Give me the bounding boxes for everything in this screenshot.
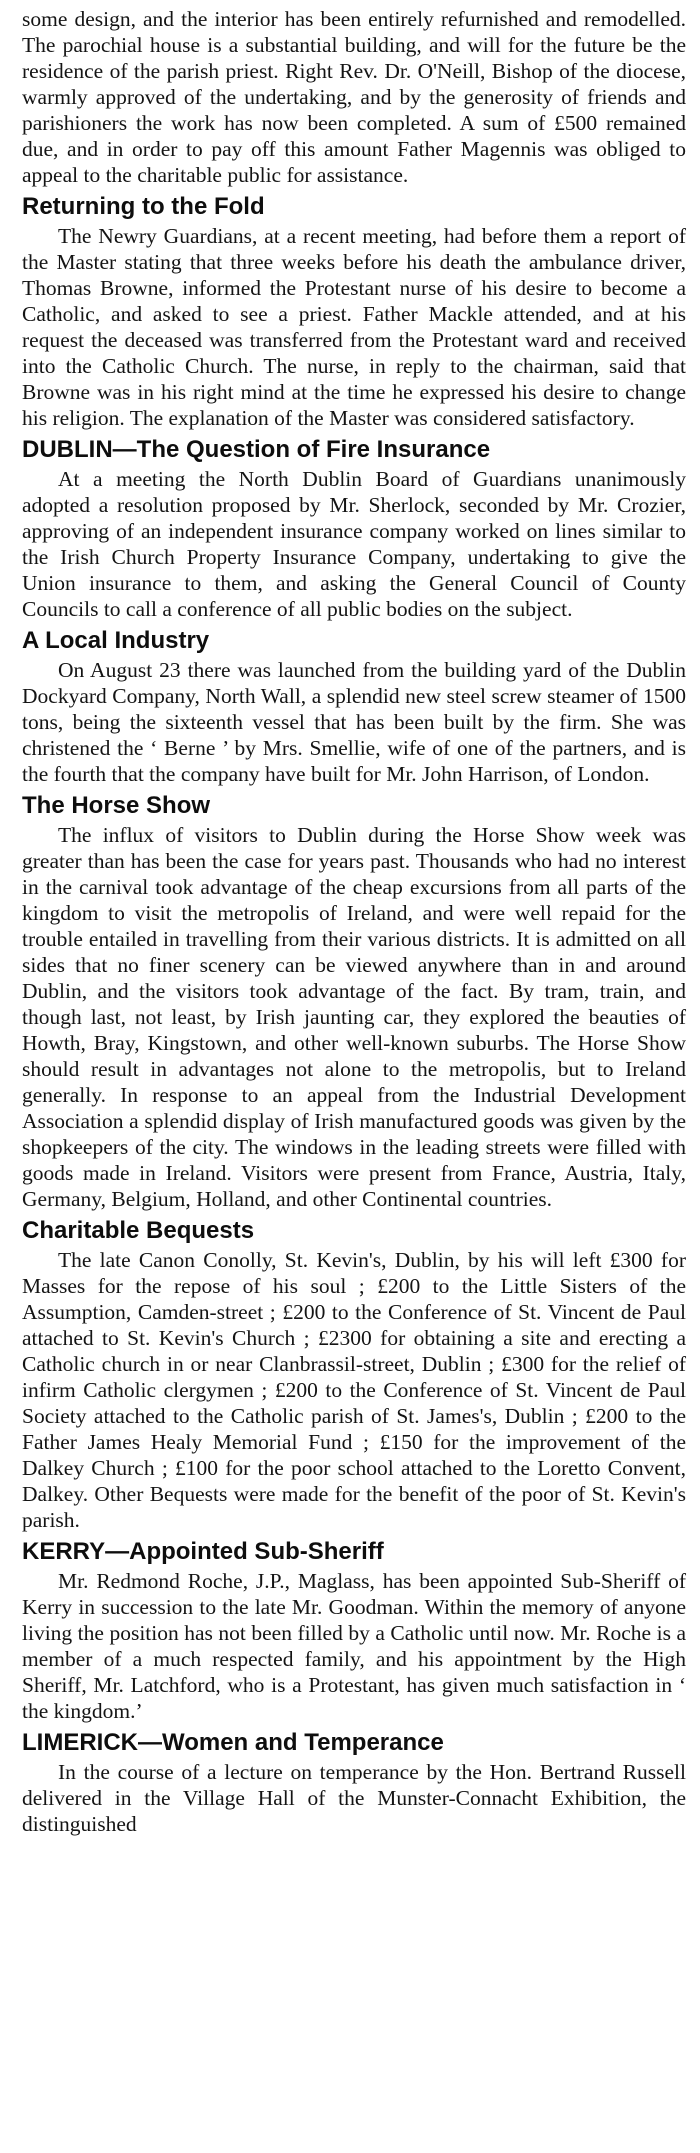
section-dublin-fire-insurance	[22, 435, 686, 622]
section-heading: KERRY—Appointed Sub-Sheriff	[22, 1538, 384, 1565]
section-heading: LIMERICK—Women and Temperance	[22, 1729, 444, 1756]
section-returning-to-the-fold	[22, 192, 686, 431]
section-paragraph: At a meeting the North Dublin Board of Guardians unanimously adopted a resolution proposed by Mr. Sherlock, seconded by Mr. Crozier, approving of an independent insurance company worked on lines similar to the Irish Church Property Insurance Company, undertaking to give the Union insurance to them, and asking the General Council of County Councils to call a conference of all public bodies on the subject.	[22, 467, 686, 621]
section-paragraph: Mr. Redmond Roche, J.P., Maglass, has been appointed Sub-Sheriff of Kerry in succession to the late Mr. Goodman. Within the memory of anyone living the position has not been filled by a Catholic until now. Mr. Roche is a member of a much respected family, and his appointment by the High Sheriff, Mr. Latchford, who is a Protestant, has given much satisfaction in ‘ the kingdom.’	[22, 1569, 686, 1723]
section-paragraph: On August 23 there was launched from the building yard of the Dublin Dockyard Company, North Wall, a splendid new steel screw steamer of 1500 tons, being the sixteenth vessel that has been built by the firm. She was christened the ‘ Berne ’ by Mrs. Smellie, wife of one of the partners, and is the fourth that the company have built for Mr. John Harrison, of London.	[22, 658, 686, 786]
section-heading: Charitable Bequests	[22, 1217, 255, 1244]
section-heading: The Horse Show	[22, 792, 211, 819]
section-heading: DUBLIN—The Question of Fire Insurance	[22, 436, 491, 463]
section-paragraph: The Newry Guardians, at a recent meeting, had before them a report of the Master stating that three weeks before his death the ambulance driver, Thomas Browne, informed the Protestant nurse of his desire to become a Catholic, and asked to see a priest. Father Mackle attended, and at his request the deceased was transferred from the Protestant ward and received into the Catholic Church. The nurse, in reply to the chairman, said that Browne was in his right mind at the time he expressed his desire to change his religion. The explanation of the Master was considered satisfactory.	[22, 224, 686, 430]
intro-paragraph: some design, and the interior has been entirely refurnished and remodelled. The parochial house is a substantial building, and will for the future be the residence of the parish priest. Right Rev. Dr. O'Neill, Bishop of the diocese, warmly approved of the undertaking, and by the generosity of friends and parishioners the work has now been completed. A sum of £500 remained due, and in order to pay off this amount Father Magennis was obliged to appeal to the charitable public for assistance.	[22, 7, 686, 187]
section-kerry-sub-sheriff	[22, 1537, 686, 1724]
section-charitable-bequests	[22, 1216, 686, 1533]
section-paragraph: In the course of a lecture on temperance by the Hon. Bertrand Russell delivered in the Village Hall of the Munster-Connacht Exhibition, the distinguished	[22, 1760, 686, 1836]
section-paragraph: The influx of visitors to Dublin during the Horse Show week was greater than has been the case for years past. Thousands who had no interest in the carnival took advantage of the cheap excursions from all parts of the kingdom to visit the metropolis of Ireland, and were well repaid for the trouble entailed in travelling from their various districts. It is admitted on all sides that no finer scenery can be viewed anywhere than in and around Dublin, and the visitors took advantage of the fact. By tram, train, and though last, not least, by Irish jaunting car, they explored the beauties of Howth, Bray, Kingstown, and other well-known suburbs. The Horse Show should result in advantages not alone to the metropolis, but to Ireland generally. In response to an appeal from the Industrial Development Association a splendid display of Irish manufactured goods was given by the shopkeepers of the city. The windows in the leading streets were filled with goods made in Ireland. Visitors were present from France, Austria, Italy, Germany, Belgium, Holland, and other Continental countries.	[22, 823, 686, 1211]
section-heading: A Local Industry	[22, 627, 210, 654]
section-limerick-temperance	[22, 1728, 686, 1837]
section-horse-show	[22, 791, 686, 1212]
section-heading: Returning to the Fold	[22, 193, 265, 220]
section-local-industry	[22, 626, 686, 787]
section-paragraph: The late Canon Conolly, St. Kevin's, Dublin, by his will left £300 for Masses for the repose of his soul ; £200 to the Little Sisters of the Assumption, Camden-street ; £200 to the Conference of St. Vincent de Paul attached to St. Kevin's Church ; £2300 for obtaining a site and erecting a Catholic church in or near Clanbrassil-street, Dublin ; £300 for the relief of infirm Catholic clergymen ; £200 to the Conference of St. Vincent de Paul Society attached to the Catholic parish of St. James's, Dublin ; £200 to the Father James Healy Memorial Fund ; £150 for the improvement of the Dalkey Church ; £100 for the poor school attached to the Loretto Convent, Dalkey. Other Bequests were made for the benefit of the poor of St. Kevin's parish.	[22, 1248, 686, 1532]
